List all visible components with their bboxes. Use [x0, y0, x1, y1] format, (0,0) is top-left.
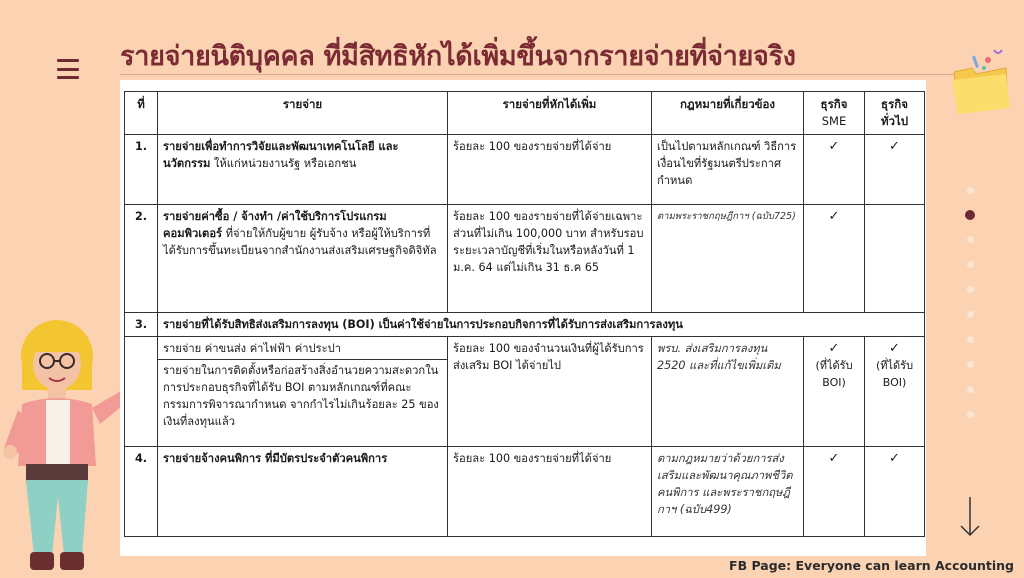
expense-bold: รายจ่ายเพื่อทำการวิจัยและพัฒนาเทคโนโลยี และนวัตกรรม	[163, 140, 399, 170]
row-expense	[158, 205, 448, 313]
header-general-line1: ธุรกิจ	[881, 97, 908, 111]
slide-pagination	[963, 178, 977, 427]
table-row	[125, 205, 925, 313]
general-check-mark: ✓	[889, 341, 900, 356]
expense-bold: รายจ่ายค่าซื้อ / จ้างทำ /ค่าใช้บริการโปรแกรมคอมพิวเตอร์	[163, 210, 387, 240]
row-expense: รายจ่ายจ้างคนพิการ ที่มีบัตรประจำตัวคนพิการ	[158, 447, 448, 537]
table-row	[125, 447, 925, 537]
page-title: รายจ่ายนิติบุคคล ที่มีสิทธิหักได้เพิ่มขึ้นจากรายจ่ายที่จ่ายจริง	[120, 41, 796, 72]
row-expense	[158, 135, 448, 205]
deduction-table	[124, 91, 925, 537]
page-dot-active[interactable]	[965, 210, 975, 220]
page-dot[interactable]	[967, 187, 974, 194]
down-arrow-icon[interactable]	[958, 495, 982, 539]
row-law: เป็นไปตามหลักเกณฑ์ วิธีการเงื่อนไขที่รัฐมนตรีประกาศกำหนด	[652, 135, 804, 205]
page-dot[interactable]	[967, 236, 974, 243]
folder-icon	[948, 46, 1012, 116]
row-no: 3.	[125, 313, 158, 337]
row-law: พรบ. ส่งเสริมการลงทุน 2520 และที่แก้ไขเพิ่มเติม	[652, 337, 804, 447]
sme-note: (ที่ได้รับ BOI)	[815, 359, 853, 389]
row-general-check: ✓	[865, 135, 925, 205]
row-deduction: ร้อยละ 100 ของรายจ่ายที่ได้จ่าย	[448, 447, 652, 537]
header-sme-line2: SME	[821, 114, 847, 128]
page-dot[interactable]	[967, 411, 974, 418]
header-no: ที่	[125, 92, 158, 135]
row-sme-check: ✓	[804, 447, 865, 537]
page-dot[interactable]	[967, 336, 974, 343]
header-expense: รายจ่าย	[158, 92, 448, 135]
header-sme	[804, 92, 865, 135]
menu-icon[interactable]	[57, 59, 79, 79]
row-expense-heading: รายจ่ายที่ได้รับสิทธิส่งเสริมการลงทุน (BOI) เป็นค่าใช้จ่ายในการประกอบกิจการที่ได้รับการส่งเสริมการลงทุน	[158, 313, 925, 337]
page-dot[interactable]	[967, 386, 974, 393]
page-dot[interactable]	[967, 311, 974, 318]
row-sme-check: ✓	[804, 135, 865, 205]
expense-rest: ให้แก่หน่วยงานรัฐ หรือเอกชน	[210, 157, 357, 170]
page-dot[interactable]	[967, 261, 974, 268]
row-sme-check	[804, 337, 865, 447]
row-deduction: ร้อยละ 100 ของจำนวนเงินที่ผู้ได้รับการส่งเสริม BOI ได้จ่ายไป	[448, 337, 652, 447]
row-law: ตามกฎหมายว่าด้วยการส่งเสริมและพัฒนาคุณภาพชีวิตคนพิการ และพระราชกฤษฎีกาฯ (ฉบับ499)	[652, 447, 804, 537]
row-no: 1.	[125, 135, 158, 205]
expense-rest: ที่จ่ายให้กับผู้ขาย ผู้รับจ้าง หรือผู้ให้บริการที่ได้รับการขึ้นทะเบียนจากสำนักงานส่งเสริมเศรษฐกิจดิจิทัล	[163, 227, 437, 257]
expense-item-b: รายจ่ายในการติดตั้งหรือก่อสร้างสิ่งอำนวยความสะดวกในการประกอบธุรกิจที่ได้รับ BOI ตามหลักเกณฑ์ที่คณะกรรมการพิจารณากำหนด จากกำไรไม่เกินร้อยละ 25 ของเงินที่ลงทุนแล้ว	[158, 359, 447, 430]
page-dot[interactable]	[967, 361, 974, 368]
row-sme-check: ✓	[804, 205, 865, 313]
row-no: 4.	[125, 447, 158, 537]
row-general-check	[865, 337, 925, 447]
header-general	[865, 92, 925, 135]
row-no-empty	[125, 337, 158, 447]
header-deduction: รายจ่ายที่หักได้เพิ่ม	[448, 92, 652, 135]
row-general-check	[865, 205, 925, 313]
row-law: ตามพระราชกฤษฎีกาฯ (ฉบับ725)	[652, 205, 804, 313]
row-expense	[158, 337, 448, 447]
table-row	[125, 135, 925, 205]
table-row	[125, 337, 925, 447]
row-general-check: ✓	[865, 447, 925, 537]
table-header-row	[125, 92, 925, 135]
header-law: กฎหมายที่เกี่ยวข้อง	[652, 92, 804, 135]
general-note: (ที่ได้รับ BOI)	[875, 359, 914, 389]
page-dot[interactable]	[967, 286, 974, 293]
header-sme-line1: ธุรกิจ	[820, 97, 848, 111]
row-deduction: ร้อยละ 100 ของรายจ่ายที่ได้จ่าย	[448, 135, 652, 205]
row-no: 2.	[125, 205, 158, 313]
row-deduction: ร้อยละ 100 ของรายจ่ายที่ได้จ่ายเฉพาะส่วนที่ไม่เกิน 100,000 บาท สำหรับรอบระยะเวลาบัญชีที่เริ่มในหรือหลังวันที่ 1 ม.ค. 64 แต่ไม่เกิน 31 ธ.ค 65	[448, 205, 652, 313]
footer-credit: FB Page: Everyone can learn Accounting	[729, 558, 1014, 573]
document-page	[120, 80, 926, 556]
sme-check-mark: ✓	[828, 341, 840, 356]
title-divider	[120, 74, 955, 75]
header-general-line2: ทั่วไป	[880, 114, 909, 128]
table-row	[125, 313, 925, 337]
expense-item-a: รายจ่าย ค่าขนส่ง ค่าไฟฟ้า ค่าประปา	[163, 342, 342, 355]
